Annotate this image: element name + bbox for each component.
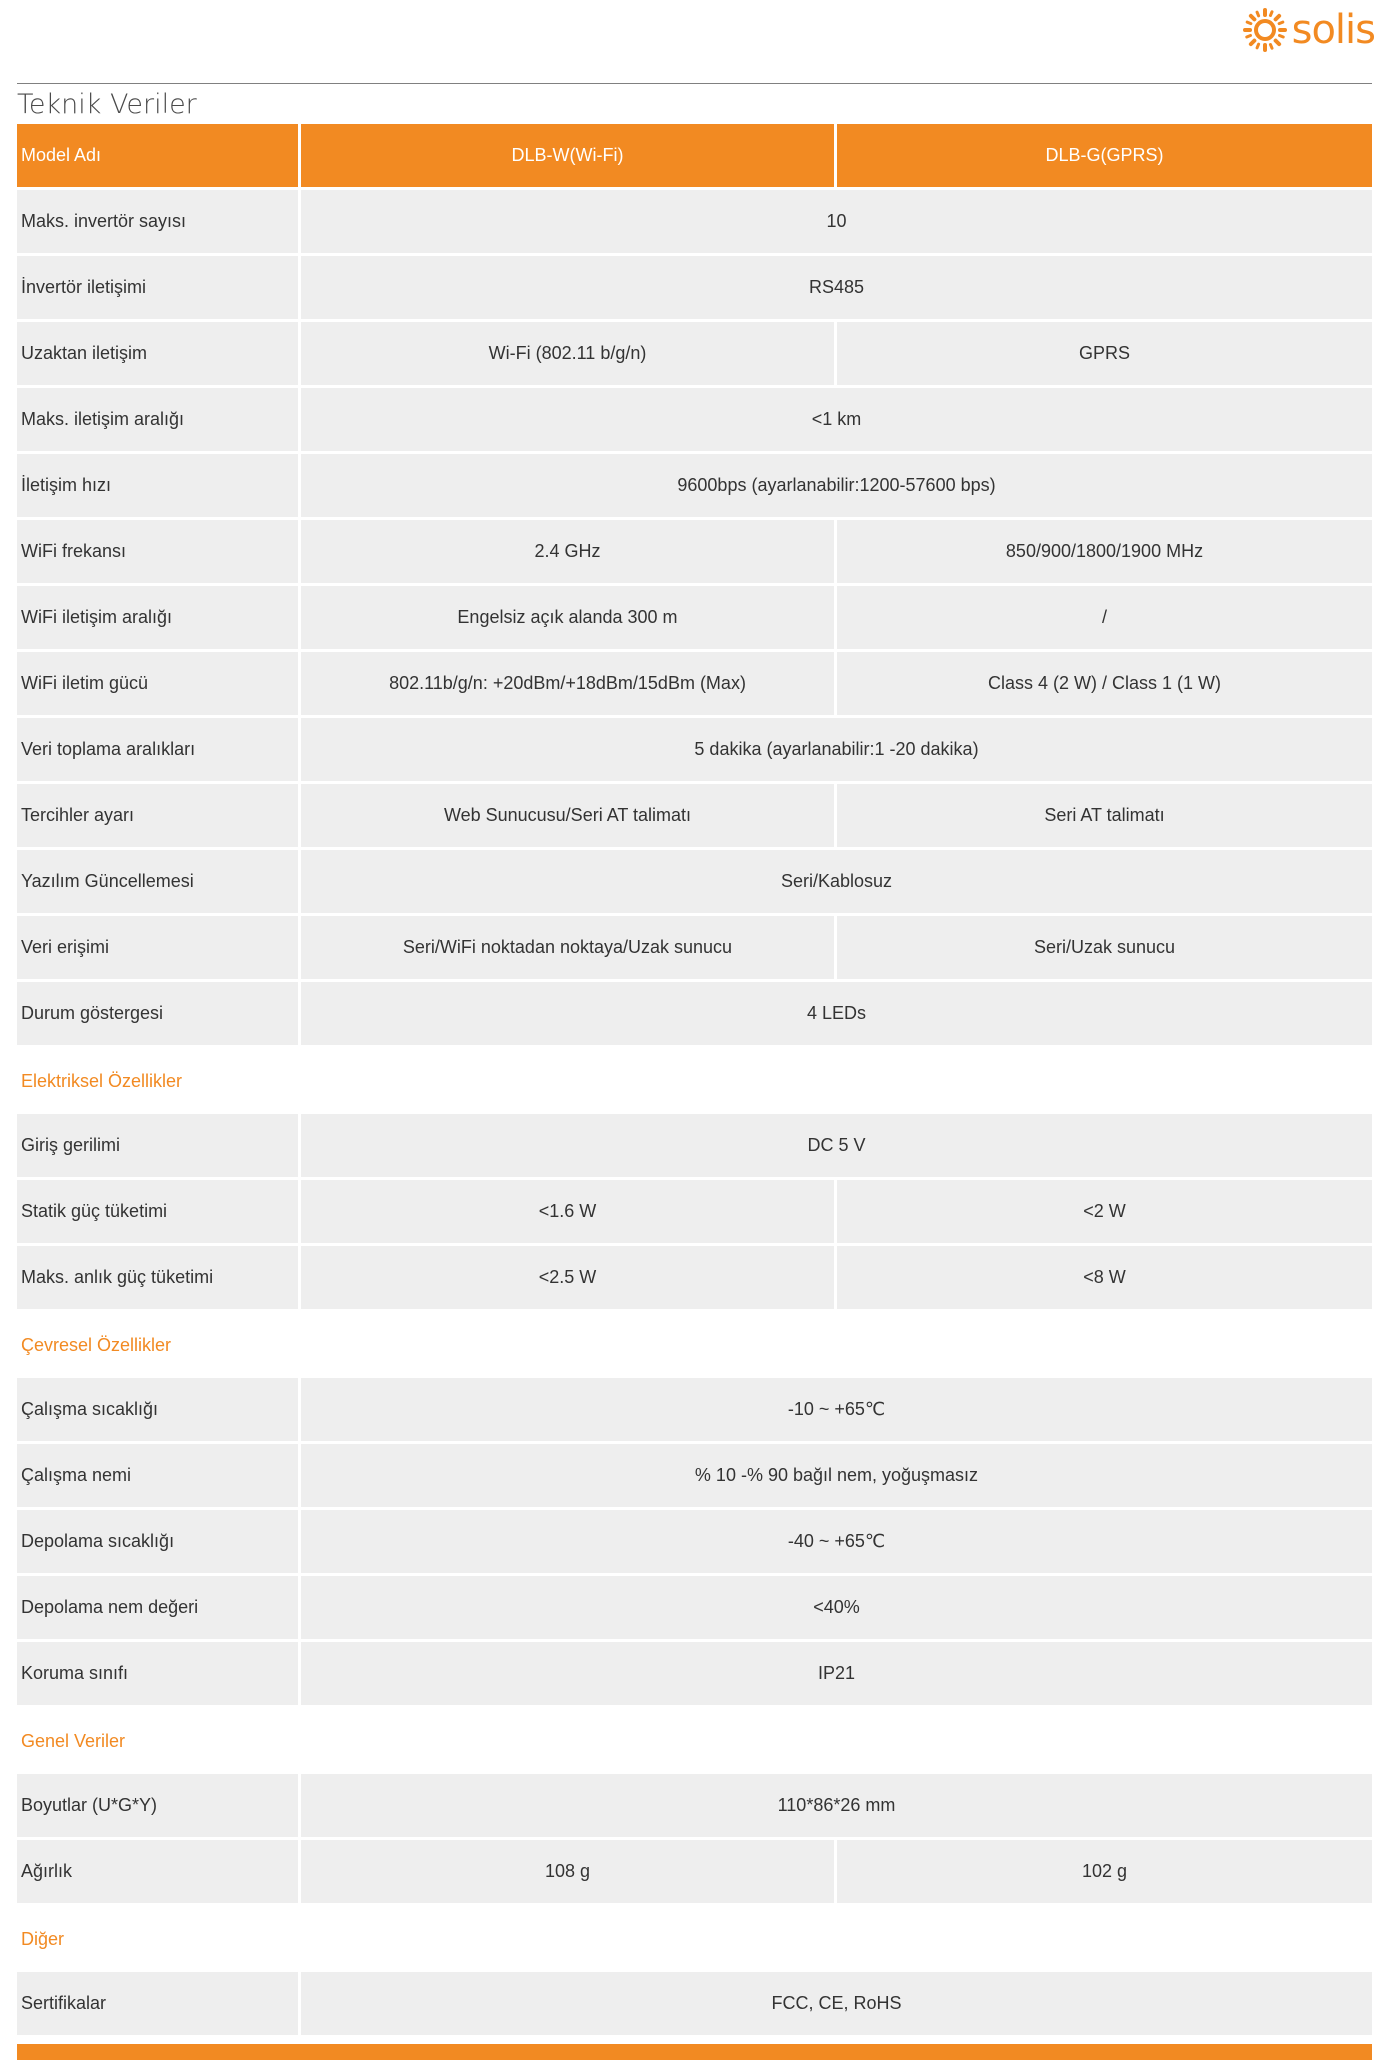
row-label: Statik güç tüketimi bbox=[17, 1180, 301, 1246]
row-value-gprs: <2 W bbox=[837, 1180, 1372, 1246]
row-value: <40% bbox=[301, 1576, 1372, 1642]
row-value: <1 km bbox=[301, 388, 1372, 454]
row-label: Durum göstergesi bbox=[17, 982, 301, 1048]
row-label: Ağırlık bbox=[17, 1840, 301, 1906]
row-value-gprs: Seri AT talimatı bbox=[837, 784, 1372, 850]
row-label: Giriş gerilimi bbox=[17, 1114, 301, 1180]
header-col-gprs: DLB-G(GPRS) bbox=[837, 124, 1372, 190]
section-heading-row bbox=[17, 1906, 1372, 1972]
row-label: Sertifikalar bbox=[17, 1972, 301, 2038]
row-label: Yazılım Güncellemesi bbox=[17, 850, 301, 916]
row-value: 5 dakika (ayarlanabilir:1 -20 dakika) bbox=[301, 718, 1372, 784]
brand-name: solis bbox=[1291, 7, 1375, 53]
row-value-gprs: 102 g bbox=[837, 1840, 1372, 1906]
row-value: -10 ~ +65℃ bbox=[301, 1378, 1372, 1444]
row-value: IP21 bbox=[301, 1642, 1372, 1708]
table-row bbox=[17, 1840, 1372, 1906]
sun-icon bbox=[1242, 7, 1288, 53]
row-value-gprs: <8 W bbox=[837, 1246, 1372, 1312]
table-row bbox=[17, 1774, 1372, 1840]
row-label: Çalışma nemi bbox=[17, 1444, 301, 1510]
table-row bbox=[17, 1642, 1372, 1708]
section-heading-row bbox=[17, 1708, 1372, 1774]
table-row bbox=[17, 322, 1372, 388]
row-value: -40 ~ +65℃ bbox=[301, 1510, 1372, 1576]
brand-logo bbox=[1242, 2, 1375, 58]
bottom-bar bbox=[17, 2044, 1372, 2060]
table-row bbox=[17, 190, 1372, 256]
table-row bbox=[17, 982, 1372, 1048]
row-label: İletişim hızı bbox=[17, 454, 301, 520]
table-row bbox=[17, 1576, 1372, 1642]
row-value-gprs: Class 4 (2 W) / Class 1 (1 W) bbox=[837, 652, 1372, 718]
section-heading: Çevresel Özellikler bbox=[21, 1334, 172, 1355]
table-row bbox=[17, 784, 1372, 850]
row-value-gprs: GPRS bbox=[837, 322, 1372, 388]
row-value: Seri/Kablosuz bbox=[301, 850, 1372, 916]
row-value-wifi: <1.6 W bbox=[301, 1180, 837, 1246]
header-label: Model Adı bbox=[17, 124, 301, 190]
page-title: Teknik Veriler bbox=[17, 89, 197, 120]
table-row bbox=[17, 256, 1372, 322]
row-label: İnvertör iletişimi bbox=[17, 256, 301, 322]
table-row bbox=[17, 454, 1372, 520]
table-row bbox=[17, 1180, 1372, 1246]
table-row bbox=[17, 652, 1372, 718]
row-label: Tercihler ayarı bbox=[17, 784, 301, 850]
table-row bbox=[17, 388, 1372, 454]
row-label: Maks. invertör sayısı bbox=[17, 190, 301, 256]
table-row bbox=[17, 1114, 1372, 1180]
row-value: 4 LEDs bbox=[301, 982, 1372, 1048]
row-value-gprs: / bbox=[837, 586, 1372, 652]
section-heading-row bbox=[17, 1312, 1372, 1378]
header-col-wifi: DLB-W(Wi-Fi) bbox=[301, 124, 837, 190]
table-row bbox=[17, 1246, 1372, 1312]
row-label: Çalışma sıcaklığı bbox=[17, 1378, 301, 1444]
spec-table bbox=[17, 124, 1372, 2038]
row-label: Maks. iletişim aralığı bbox=[17, 388, 301, 454]
row-value-wifi: 2.4 GHz bbox=[301, 520, 837, 586]
table-header-row bbox=[17, 124, 1372, 190]
table-row bbox=[17, 1972, 1372, 2038]
row-value: 10 bbox=[301, 190, 1372, 256]
row-label: Depolama nem değeri bbox=[17, 1576, 301, 1642]
row-value-wifi: Wi-Fi (802.11 b/g/n) bbox=[301, 322, 837, 388]
row-value-wifi: 802.11b/g/n: +20dBm/+18dBm/15dBm (Max) bbox=[301, 652, 837, 718]
row-value-wifi: Engelsiz açık alanda 300 m bbox=[301, 586, 837, 652]
table-row bbox=[17, 850, 1372, 916]
row-label: Veri erişimi bbox=[17, 916, 301, 982]
row-label: Veri toplama aralıkları bbox=[17, 718, 301, 784]
row-value: 9600bps (ayarlanabilir:1200-57600 bps) bbox=[301, 454, 1372, 520]
row-label: WiFi iletim gücü bbox=[17, 652, 301, 718]
row-label: Uzaktan iletişim bbox=[17, 322, 301, 388]
row-label: WiFi iletişim aralığı bbox=[17, 586, 301, 652]
table-row bbox=[17, 520, 1372, 586]
table-row bbox=[17, 718, 1372, 784]
row-value: RS485 bbox=[301, 256, 1372, 322]
row-label: WiFi frekansı bbox=[17, 520, 301, 586]
table-row bbox=[17, 1510, 1372, 1576]
row-value-gprs: 850/900/1800/1900 MHz bbox=[837, 520, 1372, 586]
row-value: DC 5 V bbox=[301, 1114, 1372, 1180]
table-row bbox=[17, 1444, 1372, 1510]
table-row bbox=[17, 1378, 1372, 1444]
row-label: Boyutlar (U*G*Y) bbox=[17, 1774, 301, 1840]
row-value-gprs: Seri/Uzak sunucu bbox=[837, 916, 1372, 982]
row-value: % 10 -% 90 bağıl nem, yoğuşmasız bbox=[301, 1444, 1372, 1510]
row-value-wifi: <2.5 W bbox=[301, 1246, 837, 1312]
row-label: Koruma sınıfı bbox=[17, 1642, 301, 1708]
row-value-wifi: 108 g bbox=[301, 1840, 837, 1906]
section-heading-row bbox=[17, 1048, 1372, 1114]
row-label: Maks. anlık güç tüketimi bbox=[17, 1246, 301, 1312]
top-divider bbox=[17, 83, 1372, 84]
row-value-wifi: Web Sunucusu/Seri AT talimatı bbox=[301, 784, 837, 850]
section-heading: Genel Veriler bbox=[21, 1730, 126, 1751]
row-label: Depolama sıcaklığı bbox=[17, 1510, 301, 1576]
section-heading: Elektriksel Özellikler bbox=[21, 1070, 183, 1091]
row-value: FCC, CE, RoHS bbox=[301, 1972, 1372, 2038]
table-row bbox=[17, 916, 1372, 982]
section-heading: Diğer bbox=[21, 1928, 65, 1949]
table-row bbox=[17, 586, 1372, 652]
row-value: 110*86*26 mm bbox=[301, 1774, 1372, 1840]
row-value-wifi: Seri/WiFi noktadan noktaya/Uzak sunucu bbox=[301, 916, 837, 982]
